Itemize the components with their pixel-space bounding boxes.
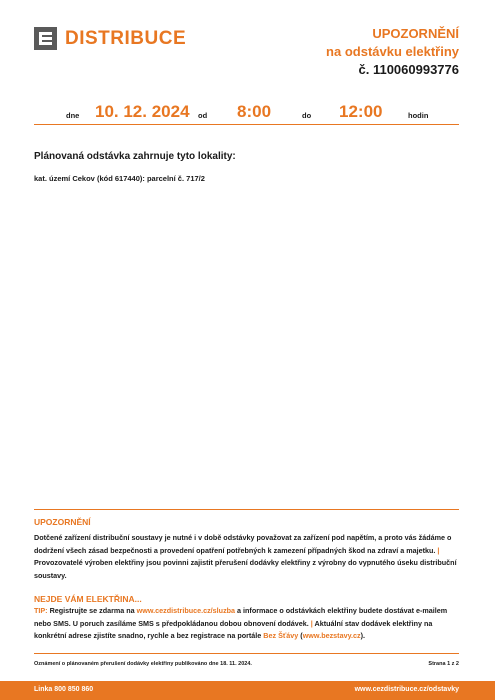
divider xyxy=(34,509,459,510)
localities-heading: Plánovaná odstávka zahrnuje tyto lokality: xyxy=(34,151,236,162)
time-from: 8:00 xyxy=(237,102,272,121)
warning-producers-text: Provozovatelé výroben elektřiny jsou povinni zajistit přerušení dodávky elektřiny z výrobny do vypnutého úseku distribuční soustavy. xyxy=(34,558,457,580)
notice-title: UPOZORNĚNÍ xyxy=(372,26,459,41)
tip-text-part: Aktuální stav dodávek elektřiny na konkrétní adrese zjistíte snadno, rychle a bez registrace na portále xyxy=(34,618,433,640)
tip-text-part: a informace o odstávkách elektřiny budete dostávat e-mailem nebo SMS. U poruch zasíláme SMS s předpokládanou dobou obnovení dodávek. xyxy=(34,606,448,628)
brand-name: DISTRIBUCE xyxy=(65,27,187,49)
separator: | xyxy=(437,545,440,555)
schedule-row xyxy=(34,100,459,125)
notice-number: č. 110060993776 xyxy=(358,62,459,77)
no-power-title: NEJDE VÁM ELEKTŘINA... xyxy=(34,594,142,604)
bez-stavy-link[interactable]: Bez Šťávy xyxy=(263,631,299,640)
notice-subtitle: na odstávku elektřiny xyxy=(326,44,459,59)
divider xyxy=(34,653,459,654)
warning-text xyxy=(34,532,462,582)
time-to: 12:00 xyxy=(339,102,383,121)
warning-safety-text: Dotčené zařízení distribuční soustavy je nutné i v době odstávky považovat za zařízení pod napětím, a proto vás žádáme o dodržení všech zásad bezpečnosti a provedení opatření potřebných k zamezení případných škod na zdraví a majetku. xyxy=(34,533,452,555)
tip-text-part: ( xyxy=(298,631,303,640)
notice-header xyxy=(326,25,459,79)
outages-website-link[interactable]: www.cezdistribuce.cz/odstavky xyxy=(354,686,459,693)
date-label: dne xyxy=(66,111,80,120)
tip-text-part: Registrujte se zdarma na xyxy=(47,606,137,615)
bezstavy-url-link[interactable]: www.bezstavy.cz xyxy=(302,631,361,640)
separator: | xyxy=(310,618,313,628)
hotline: Linka 800 850 860 xyxy=(34,686,94,693)
to-label: do xyxy=(302,111,312,120)
footer-bar xyxy=(0,681,495,700)
tip-prefix: TIP: xyxy=(34,606,48,615)
page-number: Strana 1 z 2 xyxy=(428,661,459,667)
tip-text-part: ). xyxy=(360,631,366,640)
from-label: od xyxy=(198,111,208,120)
warning-title: UPOZORNĚNÍ xyxy=(34,517,91,527)
cez-logo xyxy=(34,27,186,50)
published-note: Oznámení o plánovaném přerušení dodávky elektřiny publikováno dne 18. 11. 2024. xyxy=(34,661,252,667)
outage-date: 10. 12. 2024 xyxy=(95,102,190,121)
hours-label: hodin xyxy=(408,111,429,120)
registration-link[interactable]: www.cezdistribuce.cz/sluzba xyxy=(136,606,236,615)
tip-text xyxy=(34,605,462,643)
cez-logo-icon xyxy=(34,27,57,50)
locality-item: kat. území Cekov (kód 617440): parcelní č. 717/2 xyxy=(34,174,205,183)
